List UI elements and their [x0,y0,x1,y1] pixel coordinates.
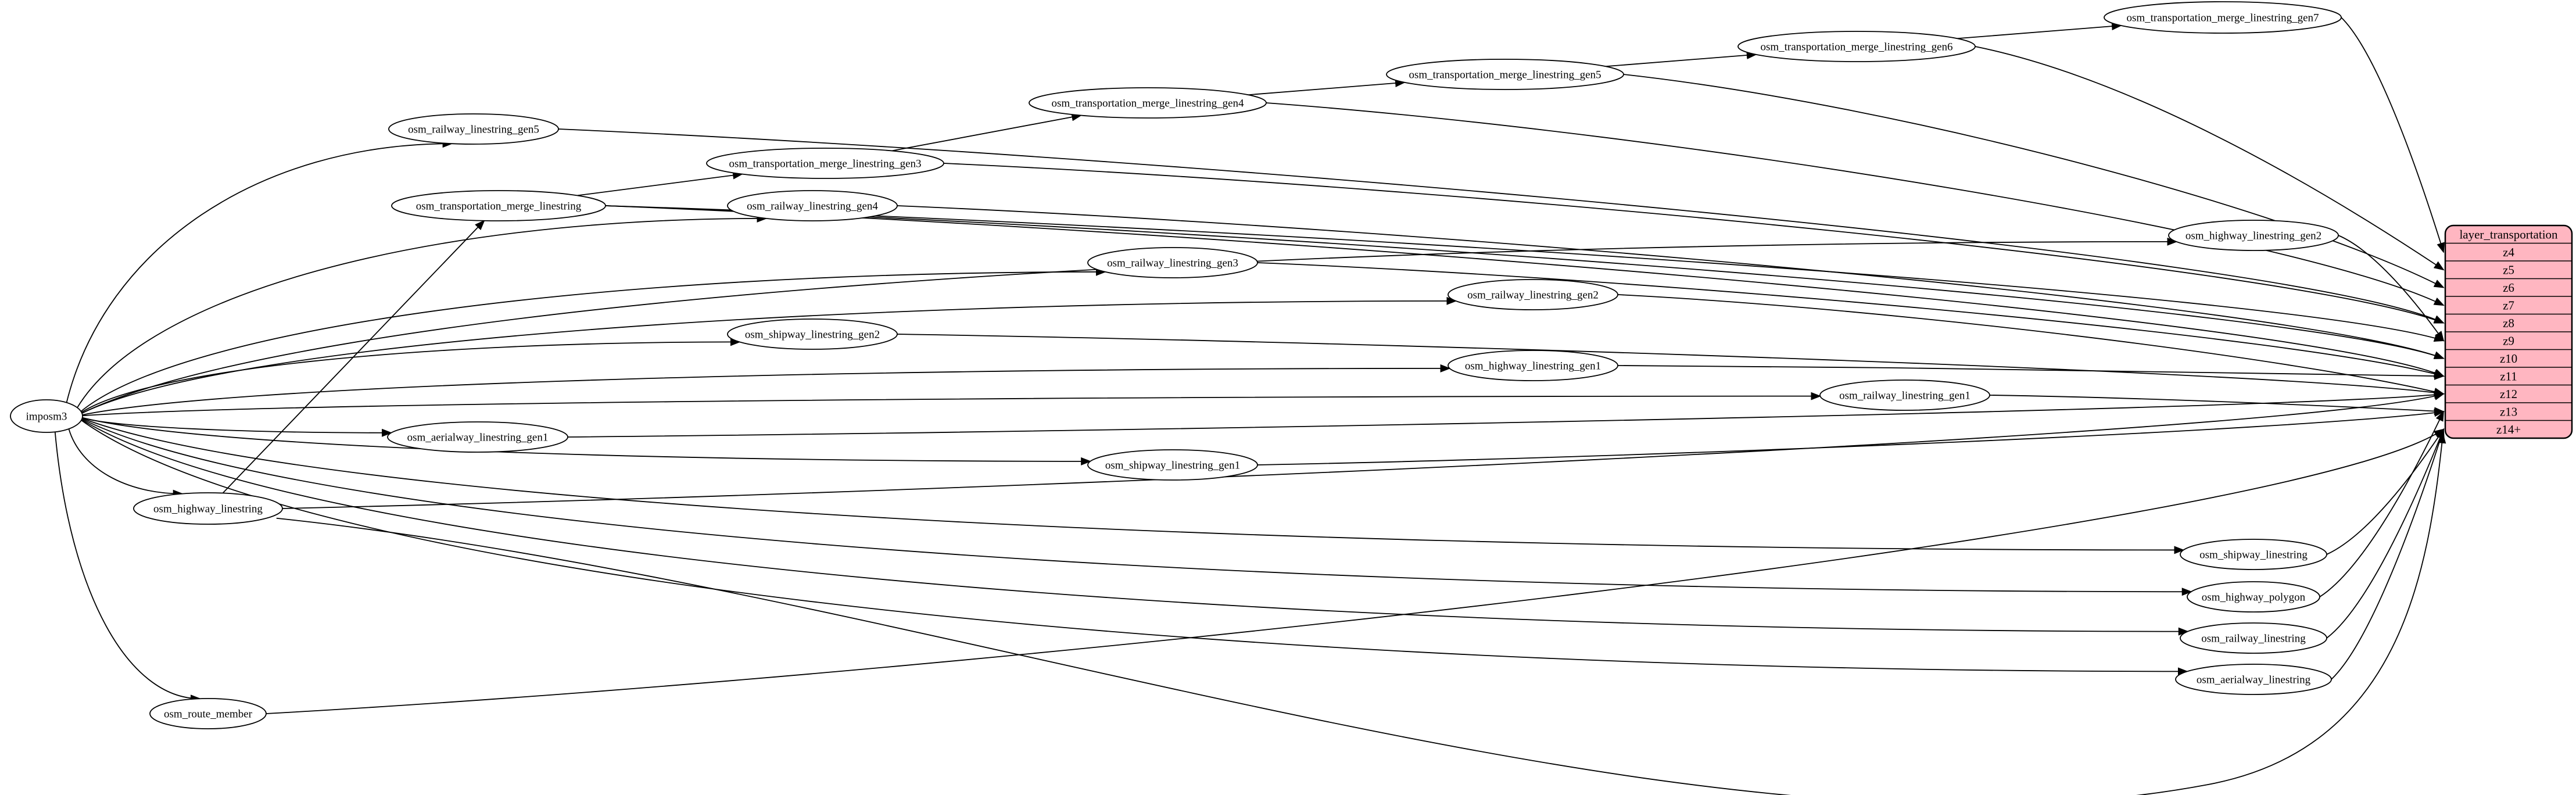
node-label-osm_railway_linestring_gen3: osm_railway_linestring_gen3 [1107,257,1238,270]
table-row-z4: z4 [2503,245,2514,259]
edge-osm_transportation_merge_linestring_gen7-to-z4 [2341,17,2444,252]
node-label-osm_transportation_merge_linestring_gen3: osm_transportation_merge_linestring_gen3 [729,157,922,170]
edge-osm_transportation_merge_linestring_gen3-to-osm_transportation_merge_linestring_gen4 [892,115,1081,151]
node-label-osm_railway_linestring: osm_railway_linestring [2201,632,2306,645]
edge-osm_shipway_linestring_gen1-to-z13 [1257,411,2444,465]
table-row-z13: z13 [2499,404,2518,419]
node-osm_highway_polygon [2187,582,2320,612]
node-osm_highway_linestring_gen2 [2169,220,2338,250]
edge-osm_transportation_merge_linestring_gen4-to-z7 [1266,103,2444,305]
table-layer_transportation [2445,225,2572,438]
node-osm_transportation_merge_linestring_gen6 [1738,31,1975,62]
edge-imposm3-to-osm_aerialway_linestring_gen1 [83,418,391,433]
edge-osm_transportation_merge_linestring-to-z9 [606,206,2444,341]
table-row-z11: z11 [2500,369,2517,384]
node-label-osm_aerialway_linestring_gen1: osm_aerialway_linestring_gen1 [407,431,549,444]
node-osm_railway_linestring_gen3 [1088,248,1257,278]
node-label-osm_highway_polygon: osm_highway_polygon [2201,591,2306,604]
node-osm_transportation_merge_linestring_gen3 [707,148,944,178]
edge-osm_railway_linestring-to-z14+ [2327,429,2444,638]
node-osm_transportation_merge_linestring_gen7 [2104,2,2341,33]
node-label-osm_railway_linestring_gen4: osm_railway_linestring_gen4 [747,200,878,213]
node-label-osm_shipway_linestring_gen2: osm_shipway_linestring_gen2 [744,328,880,341]
node-label-osm_transportation_merge_linestring_gen4: osm_transportation_merge_linestring_gen4 [1051,97,1244,110]
edge-osm_transportation_merge_linestring_gen5-to-z6 [1624,74,2444,288]
node-label-osm_highway_linestring_gen2: osm_highway_linestring_gen2 [2185,230,2322,242]
edge-osm_transportation_merge_linestring_gen6-to-osm_transportation_merge_linestring_gen7 [1957,26,2121,38]
node-label-osm_transportation_merge_linestring: osm_transportation_merge_linestring [415,200,582,213]
table-row-z7: z7 [2503,298,2514,313]
node-label-osm_transportation_merge_linestring_gen7: osm_transportation_merge_linestring_gen7 [2126,12,2319,24]
node-osm_aerialway_linestring_gen1 [388,422,568,452]
edge-osm_shipway_linestring_gen2-to-z12 [897,334,2444,394]
node-osm_route_member [150,699,266,729]
node-label-osm_railway_linestring_gen1: osm_railway_linestring_gen1 [1839,389,1970,402]
node-osm_highway_linestring_gen1 [1448,350,1618,381]
edge-osm_transportation_merge_linestring_gen5-to-osm_transportation_merge_linestring_gen6 [1606,55,1756,67]
edge-osm_highway_linestring_gen1-to-z11 [1618,366,2444,376]
node-label-osm_highway_linestring_gen1: osm_highway_linestring_gen1 [1464,360,1602,373]
node-osm_railway_linestring_gen1 [1820,380,1990,410]
table-row-z14+: z14+ [2496,422,2521,436]
node-osm_railway_linestring_gen2 [1448,280,1618,310]
table-row-z12: z12 [2499,386,2518,401]
edge-osm_highway_linestring-to-z14+ [277,431,2443,795]
node-osm_transportation_merge_linestring [392,191,606,221]
node-label-osm_aerialway_linestring: osm_aerialway_linestring [2196,674,2311,686]
node-label-osm_railway_linestring_gen2: osm_railway_linestring_gen2 [1467,289,1599,302]
node-osm_aerialway_linestring [2176,664,2331,694]
node-osm_highway_linestring [134,493,282,524]
node-label-osm_route_member: osm_route_member [164,708,252,721]
node-label-osm_shipway_linestring: osm_shipway_linestring [2199,549,2308,561]
table-title: layer_transportation [2459,227,2558,242]
node-label-osm_highway_linestring: osm_highway_linestring [153,503,263,515]
edge-osm_highway_linestring-to-z12 [282,394,2444,508]
node-osm_railway_linestring [2180,623,2327,653]
edge-imposm3-to-osm_railway_linestring_gen2 [82,301,1456,413]
node-label-osm_railway_linestring_gen5: osm_railway_linestring_gen5 [408,123,539,136]
node-label-osm_transportation_merge_linestring_gen6: osm_transportation_merge_linestring_gen6 [1760,41,1953,53]
node-osm_shipway_linestring_gen2 [728,319,897,349]
node-osm_transportation_merge_linestring_gen4 [1029,88,1266,118]
node-label-osm_shipway_linestring_gen1: osm_shipway_linestring_gen1 [1105,459,1241,472]
nodes-layer [10,2,2341,729]
edge-osm_transportation_merge_linestring-to-osm_transportation_merge_linestring_gen3 [577,174,742,196]
table-row-z5: z5 [2503,263,2514,277]
table-row-z9: z9 [2503,334,2514,348]
edge-imposm3-to-osm_railway_linestring_gen1 [83,396,1820,416]
edge-osm_railway_linestring_gen1-to-z13 [1990,395,2444,411]
table-layer [2445,225,2572,438]
table-row-z10: z10 [2499,351,2518,366]
edge-imposm3-to-osm_railway_linestring_gen5 [67,144,452,403]
node-osm_shipway_linestring_gen1 [1088,450,1257,480]
node-label-imposm3: imposm3 [26,410,67,423]
table-row-z6: z6 [2503,280,2514,295]
node-osm_railway_linestring_gen5 [389,114,558,144]
edge-imposm3-to-osm_highway_linestring [69,429,182,494]
node-osm_shipway_linestring [2180,539,2327,570]
edge-imposm3-to-osm_route_member [55,432,200,699]
edge-osm_highway_linestring_gen2-to-z9 [2338,235,2444,341]
node-imposm3 [10,400,83,432]
table-row-z8: z8 [2503,316,2514,330]
edge-imposm3-to-osm_railway_linestring_gen3 [81,272,1105,411]
node-osm_railway_linestring_gen4 [728,191,897,221]
node-label-osm_transportation_merge_linestring_gen5: osm_transportation_merge_linestring_gen5 [1409,69,1602,81]
edge-osm_transportation_merge_linestring_gen4-to-osm_transportation_merge_linestring_gen5 [1248,83,1405,95]
node-osm_transportation_merge_linestring_gen5 [1386,59,1624,89]
edge-osm_railway_linestring_gen3-to-z11 [1257,263,2444,376]
